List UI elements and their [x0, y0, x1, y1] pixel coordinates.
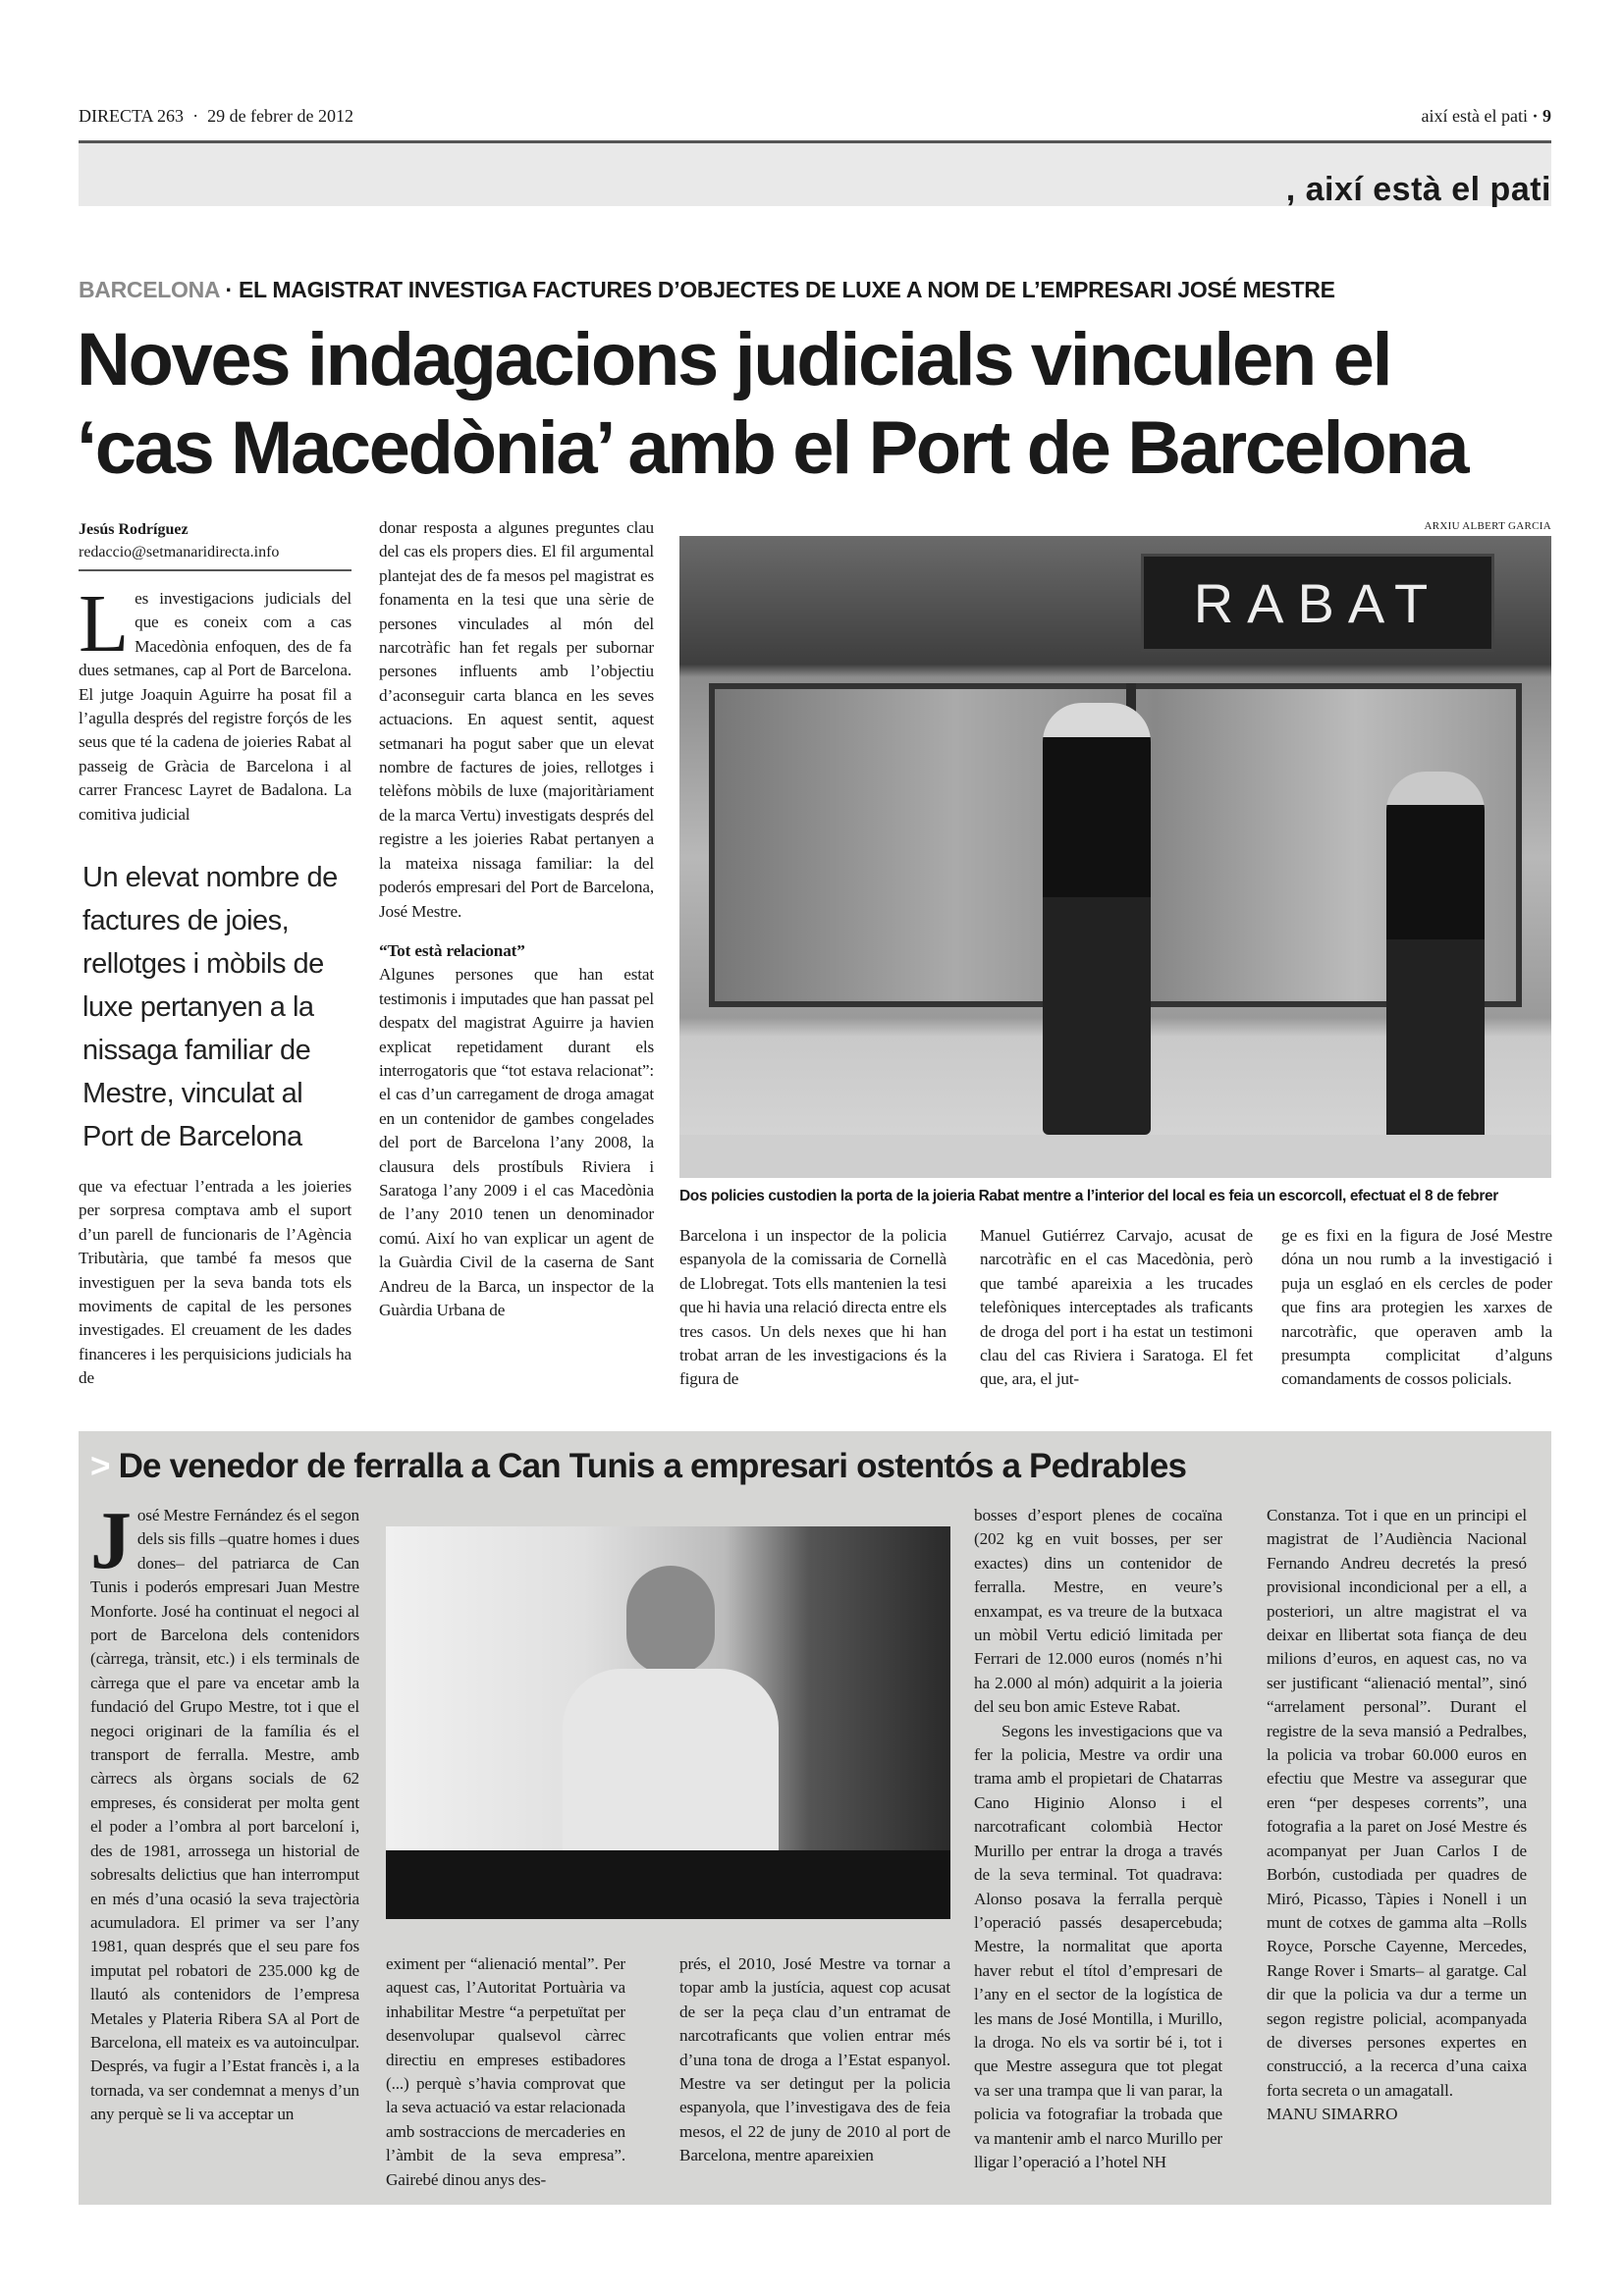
- sidebar-column-1: [90, 1495, 359, 2127]
- police-officer: [1386, 772, 1485, 1145]
- article-column-5: ge es fixi en la figura de José Mestre dóna un nou rumb a la investigació i puja un esglaó en els cercles de poder que fins ara protegien les xarxes de narcotràfic, que operaven amb la presumpta complicitat d’alguns comandaments de cossos policials.: [1281, 1226, 1552, 1389]
- issue-date: 29 de febrer de 2012: [207, 106, 354, 126]
- author-email[interactable]: redaccio@setmanaridirecta.info: [79, 544, 280, 561]
- article-column-1-cont: que va efectuar l’entrada a les joieries per sorpresa comptava amb el suport d’un parell de funcionaris de l’Agència Tributària, que també fa mesos que investiguen per la seva banda tots els moviments de capital de les persones investigades. El creuament de les dades financeres i les perquisicions judicials ha de: [79, 1177, 352, 1388]
- sidebar-title-text: De venedor de ferralla a Can Tunis a empresari ostentós a Pedrables: [118, 1447, 1187, 1485]
- separator-dot: ·: [188, 106, 203, 126]
- section-banner: , així està el pati: [1285, 171, 1551, 208]
- byline: [79, 518, 352, 571]
- sidebar-column-5: [1267, 1504, 1527, 2127]
- page-number: 9: [1542, 106, 1551, 126]
- person-body: [563, 1669, 779, 1865]
- author-name: Jesús Rodríguez: [79, 521, 189, 538]
- drop-cap: L: [79, 578, 130, 669]
- headline-line-1: Noves indagacions judicials vinculen el: [77, 318, 1391, 401]
- store-sign-text: RABAT: [1193, 571, 1442, 634]
- separator-dot: ·: [1532, 106, 1542, 126]
- section-name: així està el pati: [1421, 106, 1528, 126]
- sidebar-title: [90, 1447, 1186, 1486]
- paragraph: Constanza. Tot i que en un principi el magistrat de l’Audiència Nacional Fernando Andreu decretés la presó provisional incondicional per a ell, a posteriori, un altre magistrat el va deixar en llibertat sota fiança de deu milions d’euros, en aquest cas, no va ser justificant “alienació mental”, sinó “arrelament personal”. Durant el registre de la seva mansió a Pedralbes, la policia va trobar 60.000 euros en efectiu que Mestre va assegurar que eren “per despeses corrents”, una fotografia a la paret on José Mestre és acompanyat per Juan Carlos I de Borbón, custodiada per quadres de Miró, Picasso, Tàpies i Nonell i un munt de cotxes de gamma alta –Rolls Royce, Porsche Cayenne, Mercedes, Range Rover i Smarts– al garatge. Cal dir que la policia va dur a terme un segon registre policial, acompanyada de diverses persones expertes en construcció, a la recerca d’una caixa forta secreta o un amagatall.: [1267, 1506, 1527, 2100]
- signature: MANU SIMARRO: [1267, 2105, 1398, 2124]
- subhead: “Tot està relacionat”: [379, 940, 525, 960]
- pavement: [679, 1135, 1551, 1178]
- page-section: [1422, 106, 1551, 127]
- jose-mestre-portrait-photo: [386, 1526, 950, 1919]
- rabat-storefront-photo: [679, 536, 1551, 1178]
- intro-text: es investigacions judicials del que es coneix com a cas Macedònia enfoquen, des de fa dues setmanes, cap al Port de Barcelona. El jutge Joaquin Aguirre ha posat fil a l’agulla després del registre forçós de les seus que té la cadena de joieries Rabat al passeig de Gràcia de Barcelona i al carrer Francesc Layret de Badalona. La comitiva judicial: [79, 589, 352, 824]
- police-officer: [1043, 703, 1151, 1135]
- sidebar-column-2: eximent per “alienació mental”. Per aquest cas, l’Autoritat Portuària va inhabilitar Mestre “a perpetuïtat per desenvolupar qualsevol càrrec directiu en empreses estibadores (...) perquè s’havia comprovat que la seva actuació va estar relacionada amb sostraccions de mercaderies en l’àmbit de la seva empresa”. Gairebé dinou anys des-: [386, 1954, 625, 2189]
- person-head: [626, 1566, 715, 1674]
- chevron-right-icon: >: [90, 1447, 110, 1485]
- paragraph: bosses d’esport plenes de cocaïna (202 kg en vuit bosses, per ser exactes) dins un contenidor de ferralla. Mestre, en veure’s enxampat, es va treure de la butxaca un mòbil Vertu edició limitada per Ferrari de 12.000 euros (només n’hi ha 2.000 al món) adquirit a la joieria del seu bon amic Esteve Rabat.: [974, 1506, 1222, 1717]
- kicker-place: BARCELONA: [79, 277, 220, 302]
- article-column-3: Barcelona i un inspector de la policia espanyola de la comissaria de Cornellà de Llobregat. Tots ells mantenien la tesi que hi havia una relació directa entre els tres casos. Un dels nexes que hi han trobat arran de les investigacions és la figura de: [679, 1226, 947, 1389]
- headline: [77, 316, 1467, 493]
- photo-caption: Dos policies custodien la porta de la joieria Rabat mentre a l’interior del local es feia un escorcoll, efectuat el 8 de febrer: [679, 1188, 1498, 1204]
- kicker-separator: ·: [219, 277, 239, 302]
- running-header: [79, 106, 1551, 135]
- kicker-text: EL MAGISTRAT INVESTIGA FACTURES D’OBJECTES DE LUXE A NOM DE L’EMPRESARI JOSÉ MESTRE: [238, 277, 1335, 302]
- paragraph: Algunes persones que han estat testimonis i imputades que han passat pel despatx del magistrat Aguirre ja havien explicat repetidament durant els interrogatoris que “tot estava relacionat”: el cas d’un carregament de droga amagat en un contenidor de gambes congelades del port de Barcelona l’any 2008, la clausura dels prostíbuls Riviera i Saratoga l’any 2009 i el cas Macedònia de l’any 2010 tenen un denominador comú. Així ho van explicar un agent de la Guàrdia Civil de la caserna de Sant Andreu de la Barca, un inspector de la Guàrdia Urbana de: [379, 965, 654, 1319]
- sidebar-column-4: [974, 1504, 1222, 2174]
- article-column-4: Manuel Gutiérrez Carvajo, acusat de narcotràfic en el cas Macedònia, però que també apareixia a les trucades telefòniques interceptades als traficants de droga del port i ha estat un testimoni clau del cas Riviera i Saratoga. El fet que, ara, el jut-: [980, 1226, 1253, 1389]
- article-column-2: [379, 516, 654, 1322]
- drop-cap: J: [90, 1495, 132, 1586]
- kicker: [79, 277, 1335, 303]
- store-sign: [1141, 554, 1494, 652]
- article-column-1: [79, 578, 352, 827]
- pull-quote: Un elevat nombre de factures de joies, rellotges i mòbils de luxe pertanyen a la nissaga familiar de Mestre, vinculat al Port de Barcelona: [82, 862, 338, 1152]
- sidebar-column-3: prés, el 2010, José Mestre va tornar a topar amb la justícia, aquest cop acusat de ser la peça clau d’un entramat de narcotraficants que volien entrar més d’una tona de droga a l’Estat espanyol. Mestre va ser detingut per la policia espanyola, que l’investigava des de feia mesos, el 22 de juny de 2010 al port de Barcelona, mentre apareixien: [679, 1954, 950, 2165]
- paragraph: osé Mestre Fernández és el segon dels sis fills –quatre homes i dues dones– del patriarca de Can Tunis i poderós empresari Juan Mestre Monforte. José ha continuat el negoci al port de Barcelona dels contenidors (càrrega, trànsit, etc.) i els terminals de càrrega que el pare va encetar amb la fundació del Grupo Mestre, tot i que el negoci originari de la família és el transport de ferralla. Mestre, amb càrrecs als òrgans socials de 62 empreses, és considerat per molta gent el poder a l’ombra al port barceloní i, des de 1981, arrossega un historial de sobresalts delictius que han interromput en més d’una ocasió la seva trajectòria acumuladora. El primer va ser l’any 1981, quan després que el seu pare fos imputat pel robatori de 235.000 kg de llautó als contenidors de l’empresa Metales y Plateria Ribera SA al Port de Barcelona, ell mateix es va autoinculpar. Després, va fugir a l’Estat francès i, a la tornada, va ser condemnat a menys d’un any perquè se li va acceptar un: [90, 1506, 359, 2124]
- paragraph: donar resposta a algunes preguntes clau del cas els propers dies. El fil argumental plantejat des de fa mesos pel magistrat es fonamenta en la tesi que una sèrie de persones vinculades al món del narcotràfic han fet regals per subornar persones influents amb l’objectiu d’aconseguir carta blanca en les seves actuacions. En aquest sentit, aquest setmanari ha pogut saber que un elevat nombre de factures de joies, rellotges i telèfons mòbils de luxe (majoritàriament de la marca Vertu) investigats després del registre a les joieries Rabat pertanyen a la mateixa nissaga familiar: la del poderós empresari del Port de Barcelona, José Mestre.: [379, 518, 654, 921]
- desk: [386, 1850, 950, 1919]
- paragraph: Segons les investigacions que va fer la policia, Mestre va ordir una trama amb el propietari de Chatarras Cano Higinio Alonso i el narcotraficant colombià Hector Murillo per entrar la droga a través de la seva terminal. Tot quadrava: Alonso posava la ferralla perquè l’operació passés desapercebuda; Mestre, la normalitat que aporta haver rebut el títol d’empresari de l’any en el sector de la logística de les mans de José Montilla, i Murillo, la droga. No els va sortir bé i, tot i que Mestre assegura que tot plegat va ser una trampa que li van parar, la policia va fotografiar la trobada que va mantenir amb el narco Murillo per lligar l’operació a l’hotel NH: [974, 1721, 1222, 2171]
- headline-line-2: ‘cas Macedònia’ amb el Port de Barcelona: [77, 406, 1468, 490]
- publication-issue: DIRECTA 263: [79, 106, 185, 126]
- photo-credit: ARXIU ALBERT GARCIA: [1424, 520, 1551, 532]
